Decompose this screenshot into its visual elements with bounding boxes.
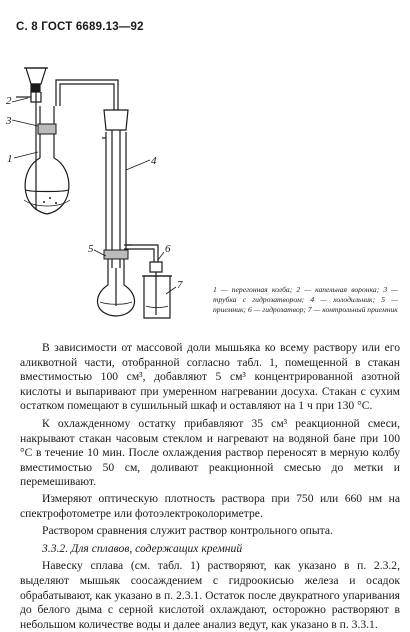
condenser <box>102 110 132 268</box>
figure-label-3: 3 <box>6 115 12 127</box>
distilling-flask <box>24 106 70 214</box>
figure-caption: 1 — перегонная колба; 2 — капельная воронка; 3 — трубка с гидрозатвором; 4 — холодильник; 5 — приемник; 6 — гидрозатвор; 7 — контрольный приемник <box>213 285 398 315</box>
figure-label-7: 7 <box>177 279 183 291</box>
section-subheading: 3.3.2. Для сплавов, содержащих кремний <box>42 541 243 555</box>
paragraph: Навеску сплава (см. табл. 1) растворяют, как указано в п. 2.3.2, выделяют мышьяк соосаждением с гидроокисью железа и осадок обрабатывают, как указано в п. 2.3.1. Остаток после двукратного упаривания до белого дыма с серной кислотой охлаждают, осторожно растворяют в небольшом количестве воды и далее анализ ведут, как указано в п. 3.3.1. <box>20 559 400 631</box>
dropping-funnel <box>16 68 48 106</box>
figure-label-1: 1 <box>7 153 13 165</box>
page-header: С. 8 ГОСТ 6689.13—92 <box>16 21 144 33</box>
control-receiver <box>142 276 172 318</box>
figure-label-6: 6 <box>165 243 171 255</box>
figure-label-2: 2 <box>6 95 12 107</box>
paragraph: Измеряют оптическую плотность раствора при 750 или 660 нм на спектрофотометре или фотоэлектроколориметре. <box>20 491 400 520</box>
connecting-tube <box>56 80 118 110</box>
figure-label-4: 4 <box>151 155 157 167</box>
water-seal <box>124 245 162 315</box>
paragraph: В зависимости от массовой доли мышьяка ко всему раствору или его аликвотной части, отобранной согласно табл. 1, помещенной в стакан вместимостью 100 см³, добавляют 5 см³ концентрированной азотной кислоты и выпаривают при умеренном нагревании досуха. Стакан с сухим остатком помещают в сушильный шкаф и оставляют на 1 ч при 130 °C. <box>20 341 400 413</box>
receiver-flask <box>98 259 135 316</box>
figure-label-5: 5 <box>88 243 94 255</box>
paragraph: Раствором сравнения служит раствор контрольного опыта. <box>42 524 333 538</box>
paragraph: К охлажденному остатку прибавляют 35 см³ реакционной смеси, накрывают стакан часовым стеклом и нагревают на водяной бане при 100 °C в течение 10 мин. После охлаждения раствор переносят в мерную колбу вместимостью 50 см, доливают реакционной смесью до метки и перемешивают. <box>20 416 400 489</box>
body-text <box>20 341 400 632</box>
